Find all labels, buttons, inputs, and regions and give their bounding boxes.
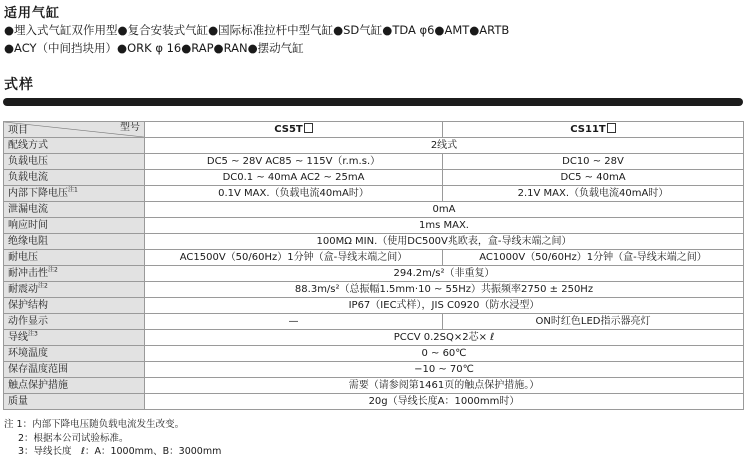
table-row (4, 298, 744, 314)
row-value-cs11t: 2.1V MAX.（负载电流40mA时） (443, 186, 744, 202)
row-label: 配线方式 (8, 140, 48, 151)
table-row (4, 218, 744, 234)
row-value-cs11t: AC1000V（50/60Hz）1分钟（盒-导线末端之间） (443, 250, 744, 266)
header-item-model-cell (4, 122, 145, 138)
suffix-box-icon (304, 123, 313, 133)
row-label-cell (4, 378, 145, 394)
row-label-cell (4, 314, 145, 330)
specifications-title: 式样 (4, 77, 34, 93)
row-label: 耐电压 (8, 252, 38, 263)
model-cs11t-label: CS11T (570, 124, 606, 135)
row-note-marker: 注1 (68, 186, 78, 194)
row-label: 保护结构 (8, 300, 48, 311)
row-label-cell (4, 154, 145, 170)
row-value-both-models: 0 ~ 60℃ (145, 346, 744, 362)
row-label-cell (4, 234, 145, 250)
row-value-cs11t: ON时红色LED指示器亮灯 (443, 314, 744, 330)
row-label-cell (4, 362, 145, 378)
row-value-cs11t: DC10 ~ 28V (443, 154, 744, 170)
row-value-both-models: 1ms MAX. (145, 218, 744, 234)
table-row (4, 282, 744, 298)
row-label: 泄漏电流 (8, 204, 48, 215)
model-cs5t-label: CS5T (274, 124, 303, 135)
row-label-cell (4, 346, 145, 362)
table-row (4, 202, 744, 218)
row-label-cell (4, 138, 145, 154)
row-label-cell (4, 218, 145, 234)
table-row (4, 346, 744, 362)
row-value-cs5t: — (145, 314, 443, 330)
row-label-cell (4, 170, 145, 186)
row-note-marker: 注2 (48, 266, 58, 274)
header-model-cs11t (443, 122, 744, 138)
row-label-cell (4, 298, 145, 314)
row-value-both-models: 294.2m/s²（非重复） (145, 266, 744, 282)
table-row (4, 138, 744, 154)
applicable-cylinders-line-1: ●埋入式气缸双作用型●复合安装式气缸●国际标准拉杆中型气缸●SD气缸●TDA φ6●AMT●ARTB (4, 23, 510, 37)
row-note-marker: 注2 (38, 282, 48, 290)
table-row (4, 154, 744, 170)
suffix-box-icon (607, 123, 616, 133)
row-value-both-models: 需要（请参阅第1461页的触点保护措施。） (145, 378, 744, 394)
row-value-cs11t: DC5 ~ 40mA (443, 170, 744, 186)
row-label: 耐冲击性 (8, 268, 48, 279)
table-row (4, 170, 744, 186)
table-row (4, 314, 744, 330)
row-value-cs5t: 0.1V MAX.（负载电流40mA时） (145, 186, 443, 202)
row-label: 触点保护措施 (8, 380, 68, 391)
table-row (4, 394, 744, 410)
table-header-row (4, 122, 744, 138)
table-row (4, 250, 744, 266)
table-row (4, 378, 744, 394)
table-row (4, 362, 744, 378)
row-label: 响应时间 (8, 220, 48, 231)
header-item-label: 项目 (8, 125, 28, 136)
footnotes (4, 418, 221, 459)
row-note-marker: 注3 (28, 330, 38, 338)
row-value-both-models: 2线式 (145, 138, 744, 154)
row-value-cs5t: DC5 ~ 28V AC85 ~ 115V（r.m.s.） (145, 154, 443, 170)
row-label: 负载电流 (8, 172, 48, 183)
footnote-2: 2：根据本公司试验标准。 (18, 432, 129, 444)
row-label-cell (4, 202, 145, 218)
row-label-cell (4, 330, 145, 346)
row-value-both-models: 0mA (145, 202, 744, 218)
section-divider (3, 98, 743, 106)
row-label: 耐震动 (8, 284, 38, 295)
row-value-both-models: IP67（IEC式样），JIS C0920（防水浸型） (145, 298, 744, 314)
footnote-1: 注 1：内部下降电压随负载电流发生改变。 (4, 419, 185, 430)
row-value-both-models: PCCV 0.2SQ×2芯× ℓ (145, 330, 744, 346)
header-model-cs5t (145, 122, 443, 138)
row-label: 环境温度 (8, 348, 48, 359)
row-label: 质量 (8, 396, 28, 407)
applicable-cylinders-title: 适用气缸 (4, 6, 61, 21)
table-row (4, 234, 744, 250)
row-label-cell (4, 394, 145, 410)
table-row (4, 186, 744, 202)
row-label-cell (4, 186, 145, 202)
row-value-cs5t: AC1500V（50/60Hz）1分钟（盒-导线末端之间） (145, 250, 443, 266)
table-row (4, 266, 744, 282)
row-label: 绝缘电阻 (8, 236, 48, 247)
header-model-label: 型号 (120, 122, 140, 133)
row-label: 负载电压 (8, 156, 48, 167)
table-row (4, 330, 744, 346)
specifications-table (3, 121, 744, 410)
row-label-cell (4, 266, 145, 282)
row-label: 动作显示 (8, 316, 48, 327)
row-label-cell (4, 282, 145, 298)
row-value-both-models: −10 ~ 70℃ (145, 362, 744, 378)
row-value-both-models: 100MΩ MIN.（使用DC500V兆欧表，盒-导线末端之间） (145, 234, 744, 250)
row-label: 导线 (8, 332, 28, 343)
row-value-both-models: 88.3m/s²（总振幅1.5mm·10 ~ 55Hz）共振频率2750 ± 250Hz (145, 282, 744, 298)
row-value-cs5t: DC0.1 ~ 40mA AC2 ~ 25mA (145, 170, 443, 186)
applicable-cylinders-line-2: ●ACY（中间挡块用）●ORK φ 16●RAP●RAN●摆动气缸 (4, 41, 304, 55)
row-label: 内部下降电压 (8, 188, 68, 199)
footnote-3: 3：导线长度 ℓ：A：1000mm、B：3000mm (18, 446, 222, 457)
row-value-both-models: 20g（导线长度A：1000mm时） (145, 394, 744, 410)
row-label: 保存温度范围 (8, 364, 68, 375)
row-label-cell (4, 250, 145, 266)
